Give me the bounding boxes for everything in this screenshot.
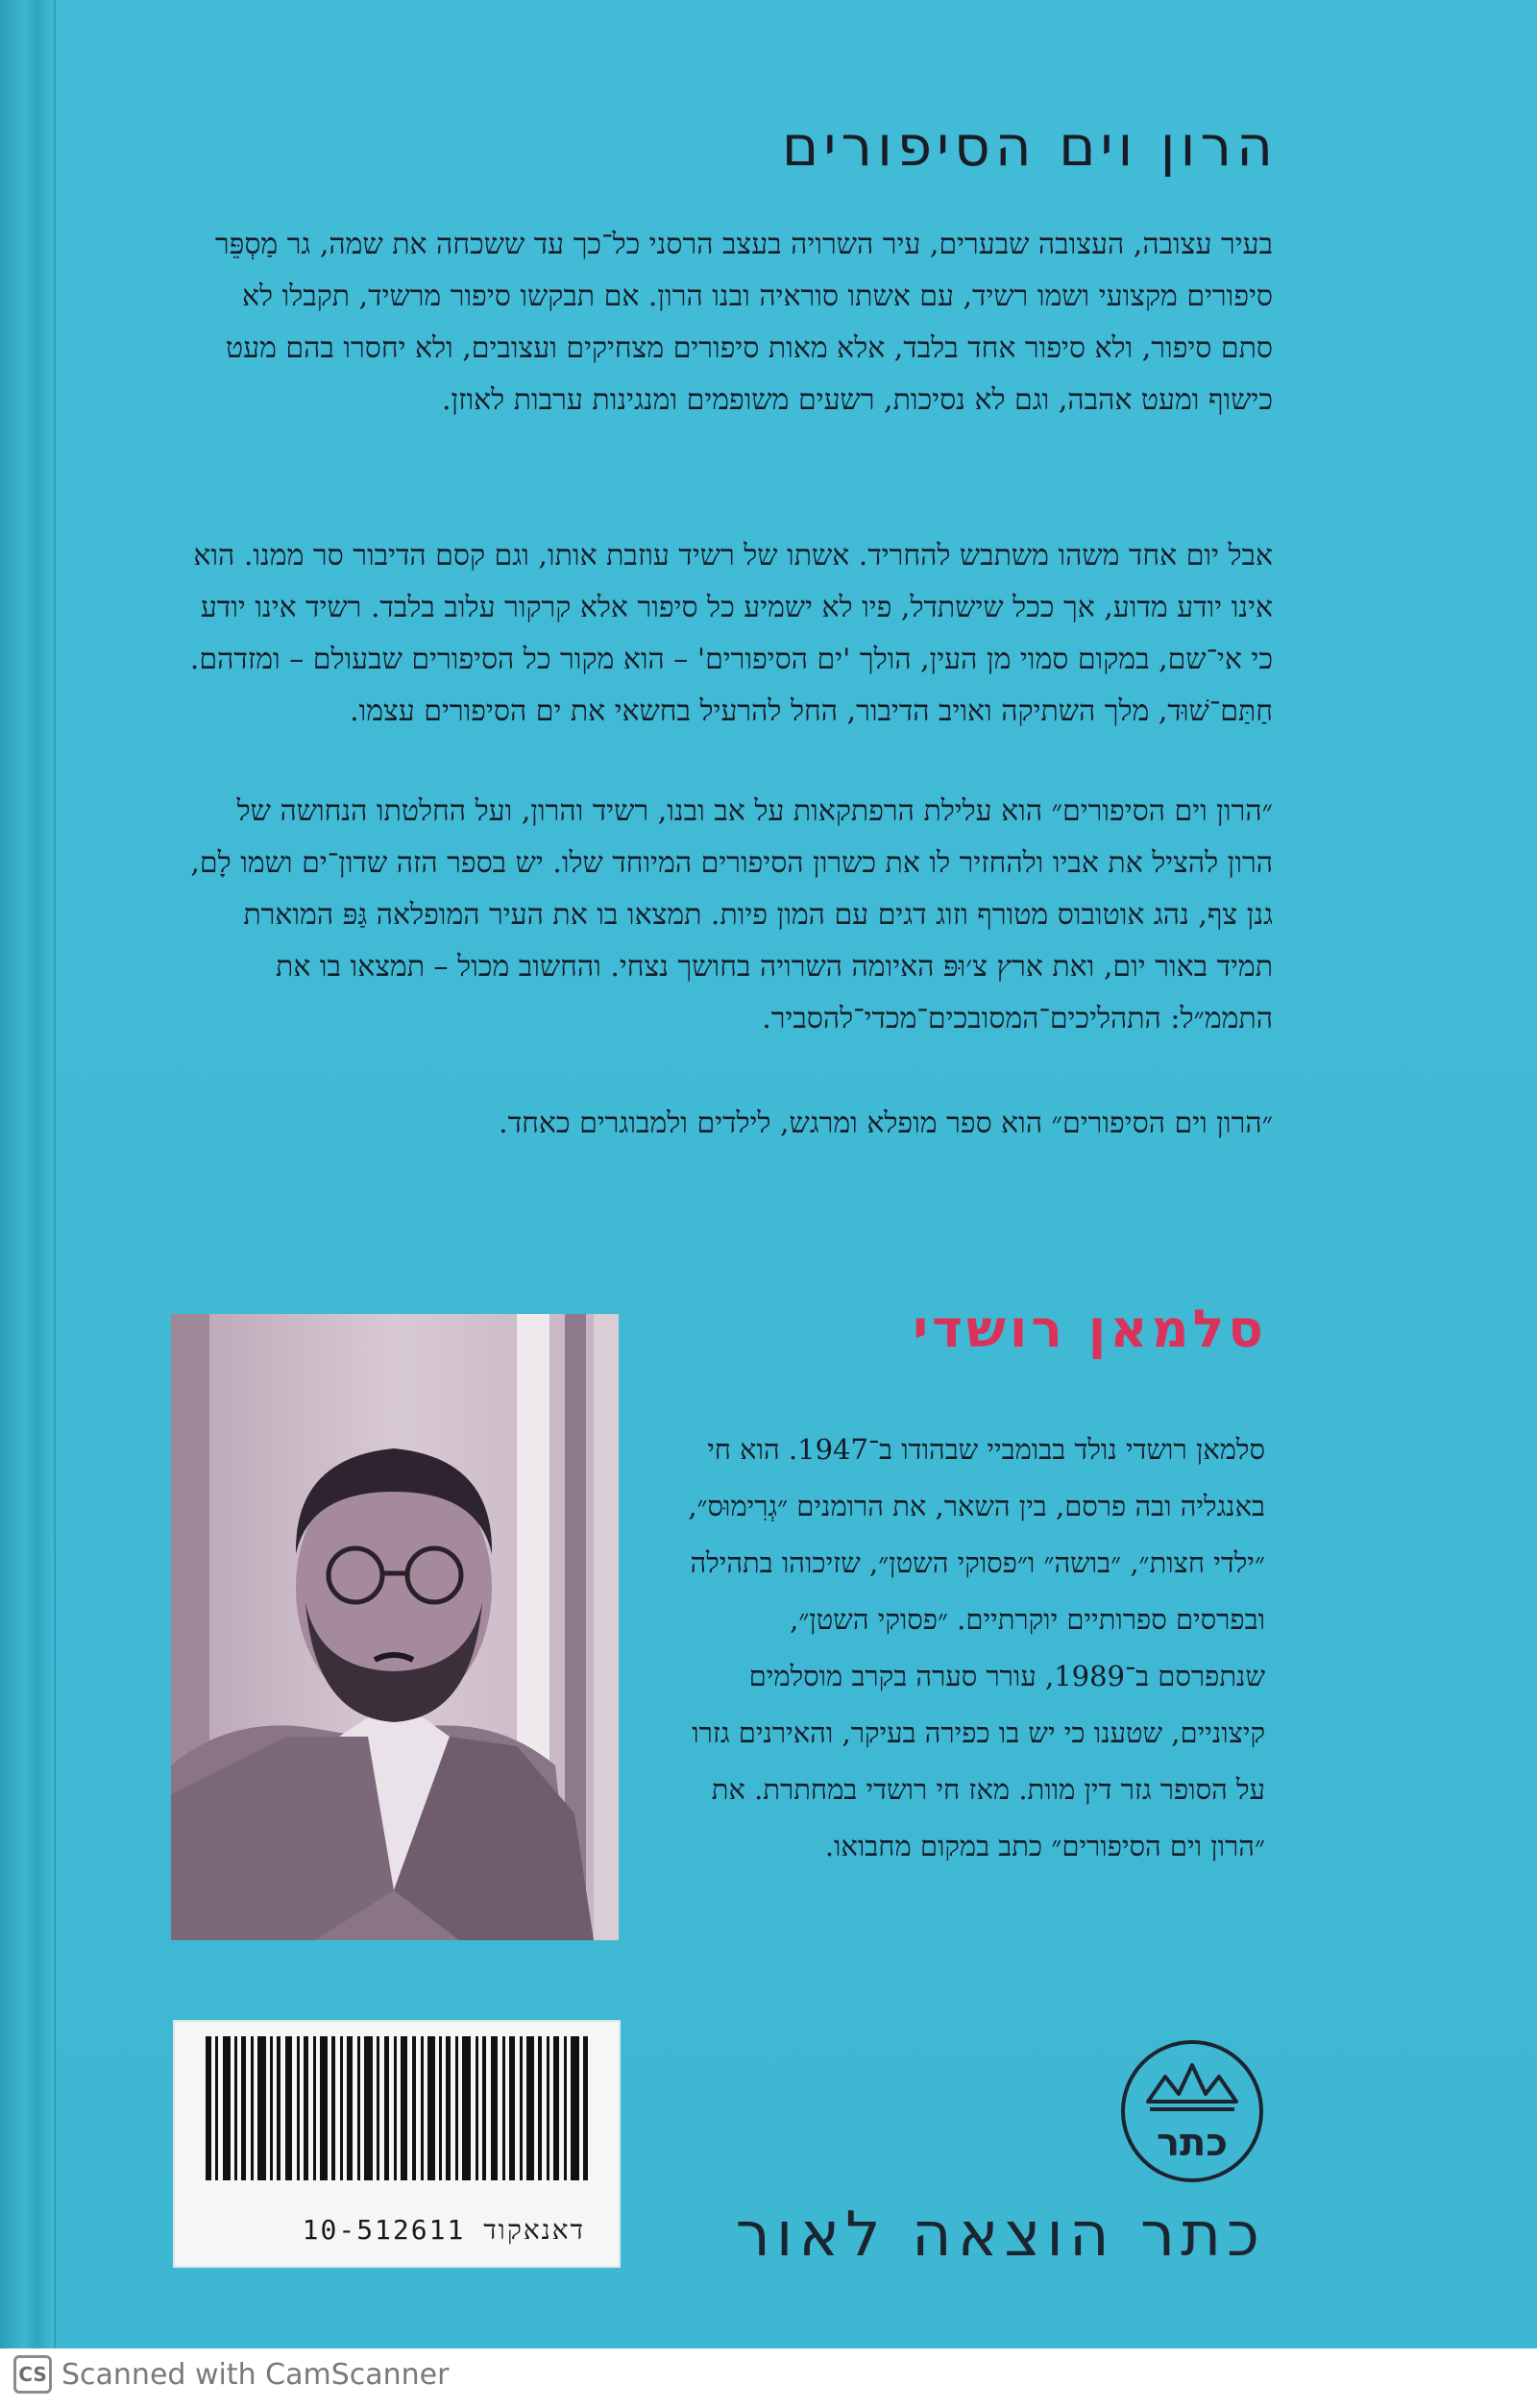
camscanner-icon: CS <box>13 2355 52 2394</box>
blurb-paragraph-3 <box>183 786 1273 1045</box>
blurb-paragraph-1 <box>183 219 1273 426</box>
blurb-text: ״הרון וים הסיפורים״ הוא עלילת הרפתקאות על אב ובנו, רשיד והרון, ועל החלטתו הנחושה של הרון להציל את אביו ולהחזיר לו את כשרון הסיפורים המיוחד שלו. יש בספר הזה שדון־ים ושמו לָם, גנן צף, נהג אוטובוס מטורף וזוג דגים עם המון פיות. תמצאו בו את העיר המופלאה גַּפּ המוארת תמיד באור יום, ואת ארץ צ׳וּפּ האיומה השרויה בחושך נצחי. והחשוב מכול – תמצאו בו את התממ״ל: התהליכים־המסובכים־מכדי־להסביר. <box>190 794 1273 1035</box>
keter-crown-logo-icon <box>1119 2038 1265 2184</box>
author-portrait-image <box>171 1314 619 1940</box>
book-spine <box>0 0 56 2348</box>
blurb-text: אבל יום אחד משהו משתבש להחריד. אשתו של רשיד עוזבת אותו, וגם קסם הדיבור סר ממנו. הוא אינו יודע מדוע, אך ככל שישתדל, פיו לא ישמיע כל סיפור אלא קרקור עלוב בלבד. רשיד אינו יודע כי אי־שם, במקום סמוי מן העין, הולך 'ים הסיפורים' – הוא מקור כל הסיפורים שבעולם – ומזדהם. חַתַּם־שׁוּד, מלך השתיקה ואויב הדיבור, החל להרעיל בחשאי את ים הסיפורים עצמו. <box>189 539 1273 728</box>
publisher-logo <box>1119 2038 1265 2184</box>
blurb-text: ״הרון וים הסיפורים״ הוא ספר מופלא ומרגש, לילדים ולמבוגרים כאחד. <box>499 1107 1273 1140</box>
book-title: הרון וים הסיפורים <box>781 113 1278 179</box>
author-photo <box>171 1314 619 1940</box>
author-bio-text: סלמאן רושדי נולד בבומביי שבהודו ב־1947. הוא חי באנגליה ובה פרסם, בין השאר, את הרומנים ״גְרִימוּס״, ״ילדי חצות״, ״בושה״ ו״פסוקי השטן״, שזיכוהו בתהילה ובפרסים ספרותיים יוקרתיים. ״פסוקי השטן״, שנתפרסם ב־1989, עורר סערה בקרב מוסלמים קיצוניים, שטענו כי יש בו כפירה בעיקר, והאירנים גזרו על הסופר גזר דין מוות. מאז חי רושדי במחתרת. את ״הרון וים הסיפורים״ כתב במקום מחבואו. <box>688 1433 1265 1862</box>
barcode-sticker <box>173 2020 621 2268</box>
publisher-name: כתר הוצאה לאור <box>735 2200 1265 2271</box>
blurb-text: בעיר עצובה, העצובה שבערים, עיר השרויה בעצב הרסני כל־כך עד ששכחה את שמה, גר מַסְפֵּר סיפורים מקצועי ושמו רשיד, עם אשתו סוראיה ובנו הרון. אם תבקשו סיפור מרשיד, תקבלו לא סתם סיפור, ולא סיפור אחד בלבד, אלא מאות סיפורים מצחיקים ועצובים, ולא יחסרו בהם מעט כישוף ומעט אהבה, וגם לא נסיכות, רשעים משופמים ומנגינות ערבות לאוזן. <box>214 228 1273 417</box>
barcode-icon <box>206 2036 590 2180</box>
blurb-paragraph-4 <box>183 1098 1273 1150</box>
barcode-number: דאנאקוד 10-512611 <box>302 2214 585 2246</box>
logo-text: כתר <box>1156 2121 1229 2165</box>
scanner-watermark <box>13 2355 449 2394</box>
scanner-watermark-text: Scanned with CamScanner <box>61 2357 450 2392</box>
author-name: סלמאן רושדי <box>913 1299 1267 1359</box>
author-bio <box>679 1422 1265 1875</box>
blurb-paragraph-2 <box>183 530 1273 738</box>
